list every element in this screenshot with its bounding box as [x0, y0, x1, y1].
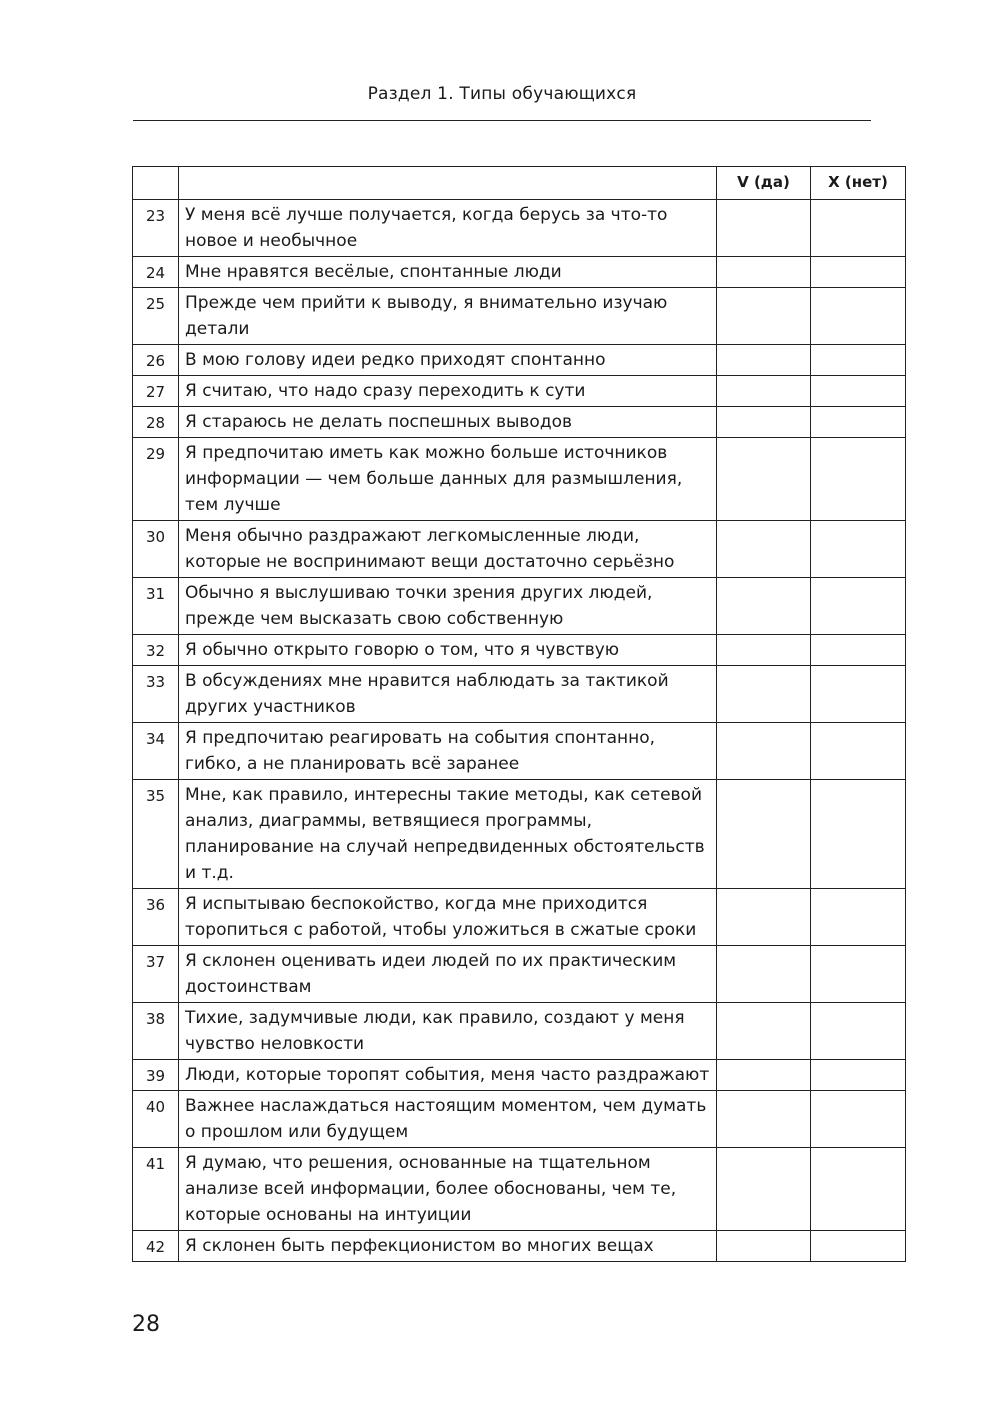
answer-no-cell[interactable]: [811, 578, 906, 635]
table-row: [133, 1003, 906, 1060]
answer-no-cell[interactable]: [811, 407, 906, 438]
statement-text: У меня всё лучше получается, когда берусь за что-то новое и необычное: [179, 200, 717, 257]
answer-yes-cell[interactable]: [717, 200, 811, 257]
answer-no-cell[interactable]: [811, 200, 906, 257]
table-row: [133, 1231, 906, 1262]
row-number: 40: [133, 1091, 179, 1148]
table-header-row: [133, 167, 906, 200]
table-row: [133, 438, 906, 521]
answer-yes-cell[interactable]: [717, 946, 811, 1003]
statement-text: Обычно я выслушиваю точки зрения других людей, прежде чем высказать свою собственную: [179, 578, 717, 635]
statement-text: Я склонен оценивать идеи людей по их практическим достоинствам: [179, 946, 717, 1003]
answer-no-cell[interactable]: [811, 723, 906, 780]
statement-text: Мне, как правило, интересны такие методы, как сетевой анализ, диаграммы, ветвящиеся программы, планирование на случай непредвиденных обстоятельств и т.д.: [179, 780, 717, 889]
answer-no-cell[interactable]: [811, 1231, 906, 1262]
answer-no-cell[interactable]: [811, 288, 906, 345]
answer-yes-cell[interactable]: [717, 1060, 811, 1091]
answer-no-cell[interactable]: [811, 889, 906, 946]
answer-yes-cell[interactable]: [717, 1003, 811, 1060]
answer-no-cell[interactable]: [811, 1148, 906, 1231]
answer-no-cell[interactable]: [811, 635, 906, 666]
row-number: 35: [133, 780, 179, 889]
row-number: 25: [133, 288, 179, 345]
answer-yes-cell[interactable]: [717, 521, 811, 578]
statement-text: Я обычно открыто говорю о том, что я чувствую: [179, 635, 717, 666]
answer-yes-cell[interactable]: [717, 345, 811, 376]
row-number: 38: [133, 1003, 179, 1060]
table-row: [133, 257, 906, 288]
statement-text: Люди, которые торопят события, меня часто раздражают: [179, 1060, 717, 1091]
answer-no-cell[interactable]: [811, 1091, 906, 1148]
statement-text: Я стараюсь не делать поспешных выводов: [179, 407, 717, 438]
row-number: 33: [133, 666, 179, 723]
statement-text: Я считаю, что надо сразу переходить к сути: [179, 376, 717, 407]
answer-no-cell[interactable]: [811, 438, 906, 521]
row-number: 23: [133, 200, 179, 257]
row-number: 26: [133, 345, 179, 376]
statement-text: Меня обычно раздражают легкомысленные люди, которые не воспринимают вещи достаточно серьёзно: [179, 521, 717, 578]
answer-yes-cell[interactable]: [717, 288, 811, 345]
questionnaire-table: [132, 166, 906, 1262]
answer-no-cell[interactable]: [811, 780, 906, 889]
row-number: 34: [133, 723, 179, 780]
row-number: 32: [133, 635, 179, 666]
column-yes-header: V (да): [717, 167, 811, 200]
header-num-cell: [133, 167, 179, 200]
answer-yes-cell[interactable]: [717, 780, 811, 889]
table-row: [133, 288, 906, 345]
header-text-cell: [179, 167, 717, 200]
running-title: Раздел 1. Типы обучающихся: [367, 84, 637, 104]
table-row: [133, 345, 906, 376]
answer-no-cell[interactable]: [811, 257, 906, 288]
row-number: 30: [133, 521, 179, 578]
table-row: [133, 1060, 906, 1091]
answer-no-cell[interactable]: [811, 1060, 906, 1091]
table-row: [133, 666, 906, 723]
statement-text: Мне нравятся весёлые, спонтанные люди: [179, 257, 717, 288]
answer-no-cell[interactable]: [811, 1003, 906, 1060]
table-row: [133, 376, 906, 407]
table-row: [133, 1148, 906, 1231]
statement-text: Прежде чем прийти к выводу, я внимательно изучаю детали: [179, 288, 717, 345]
row-number: 37: [133, 946, 179, 1003]
table-row: [133, 521, 906, 578]
row-number: 27: [133, 376, 179, 407]
answer-no-cell[interactable]: [811, 376, 906, 407]
row-number: 29: [133, 438, 179, 521]
answer-yes-cell[interactable]: [717, 635, 811, 666]
answer-yes-cell[interactable]: [717, 376, 811, 407]
answer-no-cell[interactable]: [811, 946, 906, 1003]
answer-yes-cell[interactable]: [717, 438, 811, 521]
answer-no-cell[interactable]: [811, 521, 906, 578]
header-rule: [133, 120, 871, 121]
table-row: [133, 946, 906, 1003]
statement-text: Я думаю, что решения, основанные на тщательном анализе всей информации, более обоснованы, чем те, которые основаны на интуиции: [179, 1148, 717, 1231]
statement-text: В обсуждениях мне нравится наблюдать за тактикой других участников: [179, 666, 717, 723]
answer-yes-cell[interactable]: [717, 666, 811, 723]
row-number: 41: [133, 1148, 179, 1231]
statement-text: Важнее наслаждаться настоящим моментом, чем думать о прошлом или будущем: [179, 1091, 717, 1148]
statement-text: Я склонен быть перфекционистом во многих вещах: [179, 1231, 717, 1262]
table-row: [133, 578, 906, 635]
row-number: 39: [133, 1060, 179, 1091]
answer-yes-cell[interactable]: [717, 723, 811, 780]
statement-text: В мою голову идеи редко приходят спонтанно: [179, 345, 717, 376]
statement-text: Я испытываю беспокойство, когда мне приходится торопиться с работой, чтобы уложиться в сжатые сроки: [179, 889, 717, 946]
table-row: [133, 407, 906, 438]
row-number: 28: [133, 407, 179, 438]
answer-no-cell[interactable]: [811, 666, 906, 723]
row-number: 42: [133, 1231, 179, 1262]
table-row: [133, 889, 906, 946]
table-row: [133, 780, 906, 889]
statement-text: Я предпочитаю иметь как можно больше источников информации — чем больше данных для размышления, тем лучше: [179, 438, 717, 521]
statement-text: Я предпочитаю реагировать на события спонтанно, гибко, а не планировать всё заранее: [179, 723, 717, 780]
answer-yes-cell[interactable]: [717, 1148, 811, 1231]
statement-text: Тихие, задумчивые люди, как правило, создают у меня чувство неловкости: [179, 1003, 717, 1060]
row-number: 24: [133, 257, 179, 288]
page-number: 28: [132, 1312, 160, 1337]
answer-yes-cell[interactable]: [717, 257, 811, 288]
table-row: [133, 723, 906, 780]
column-no-header: X (нет): [811, 167, 906, 200]
answer-yes-cell[interactable]: [717, 1091, 811, 1148]
answer-yes-cell[interactable]: [717, 889, 811, 946]
answer-yes-cell[interactable]: [717, 1231, 811, 1262]
row-number: 31: [133, 578, 179, 635]
table-row: [133, 200, 906, 257]
table-row: [133, 635, 906, 666]
table-row: [133, 1091, 906, 1148]
row-number: 36: [133, 889, 179, 946]
answer-yes-cell[interactable]: [717, 578, 811, 635]
answer-no-cell[interactable]: [811, 345, 906, 376]
answer-yes-cell[interactable]: [717, 407, 811, 438]
